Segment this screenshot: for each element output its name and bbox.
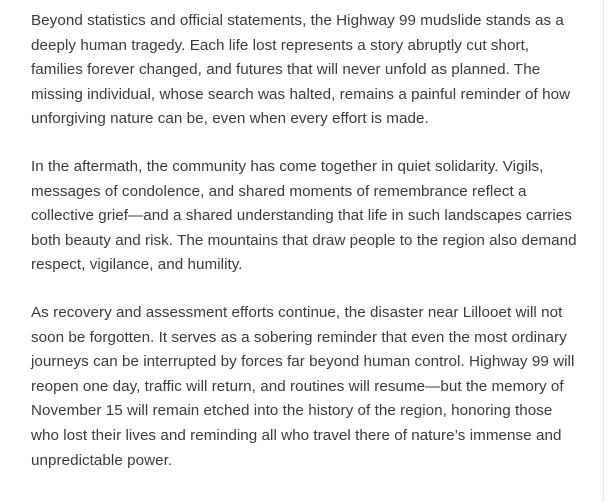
article-paragraph-3: As recovery and assessment efforts continue, the disaster near Lillooet will not soon be forgotten. It serves as a sobering reminder that even the most ordinary journeys can be interrupted by forces far beyond human control. Highway 99 will reopen one day, traffic will return, and routines will resume—but the memory of November 15 will remain etched into the history of the region, honoring those who lost their lives and reminding all who travel there of nature’s immense and unpredictable power.: [31, 304, 575, 469]
article-paragraph-2: In the aftermath, the community has come together in quiet solidarity. Vigils, messages of condolence, and shared moments of remembrance reflect a collective grief—and a shared understanding that life in such landscapes carries both beauty and risk. The mountains that draw people to the region also demand respect, vigilance, and humility.: [31, 158, 577, 274]
article-paragraph-1: Beyond statistics and official statements, the Highway 99 mudslide stands as a deeply human tragedy. Each life lost represents a story abruptly cut short, families forever changed, and futures that will never unfold as planned. The missing individual, whose search was halted, remains a painful reminder of how unforgiving nature can be, even when every effort is made.: [31, 12, 571, 128]
